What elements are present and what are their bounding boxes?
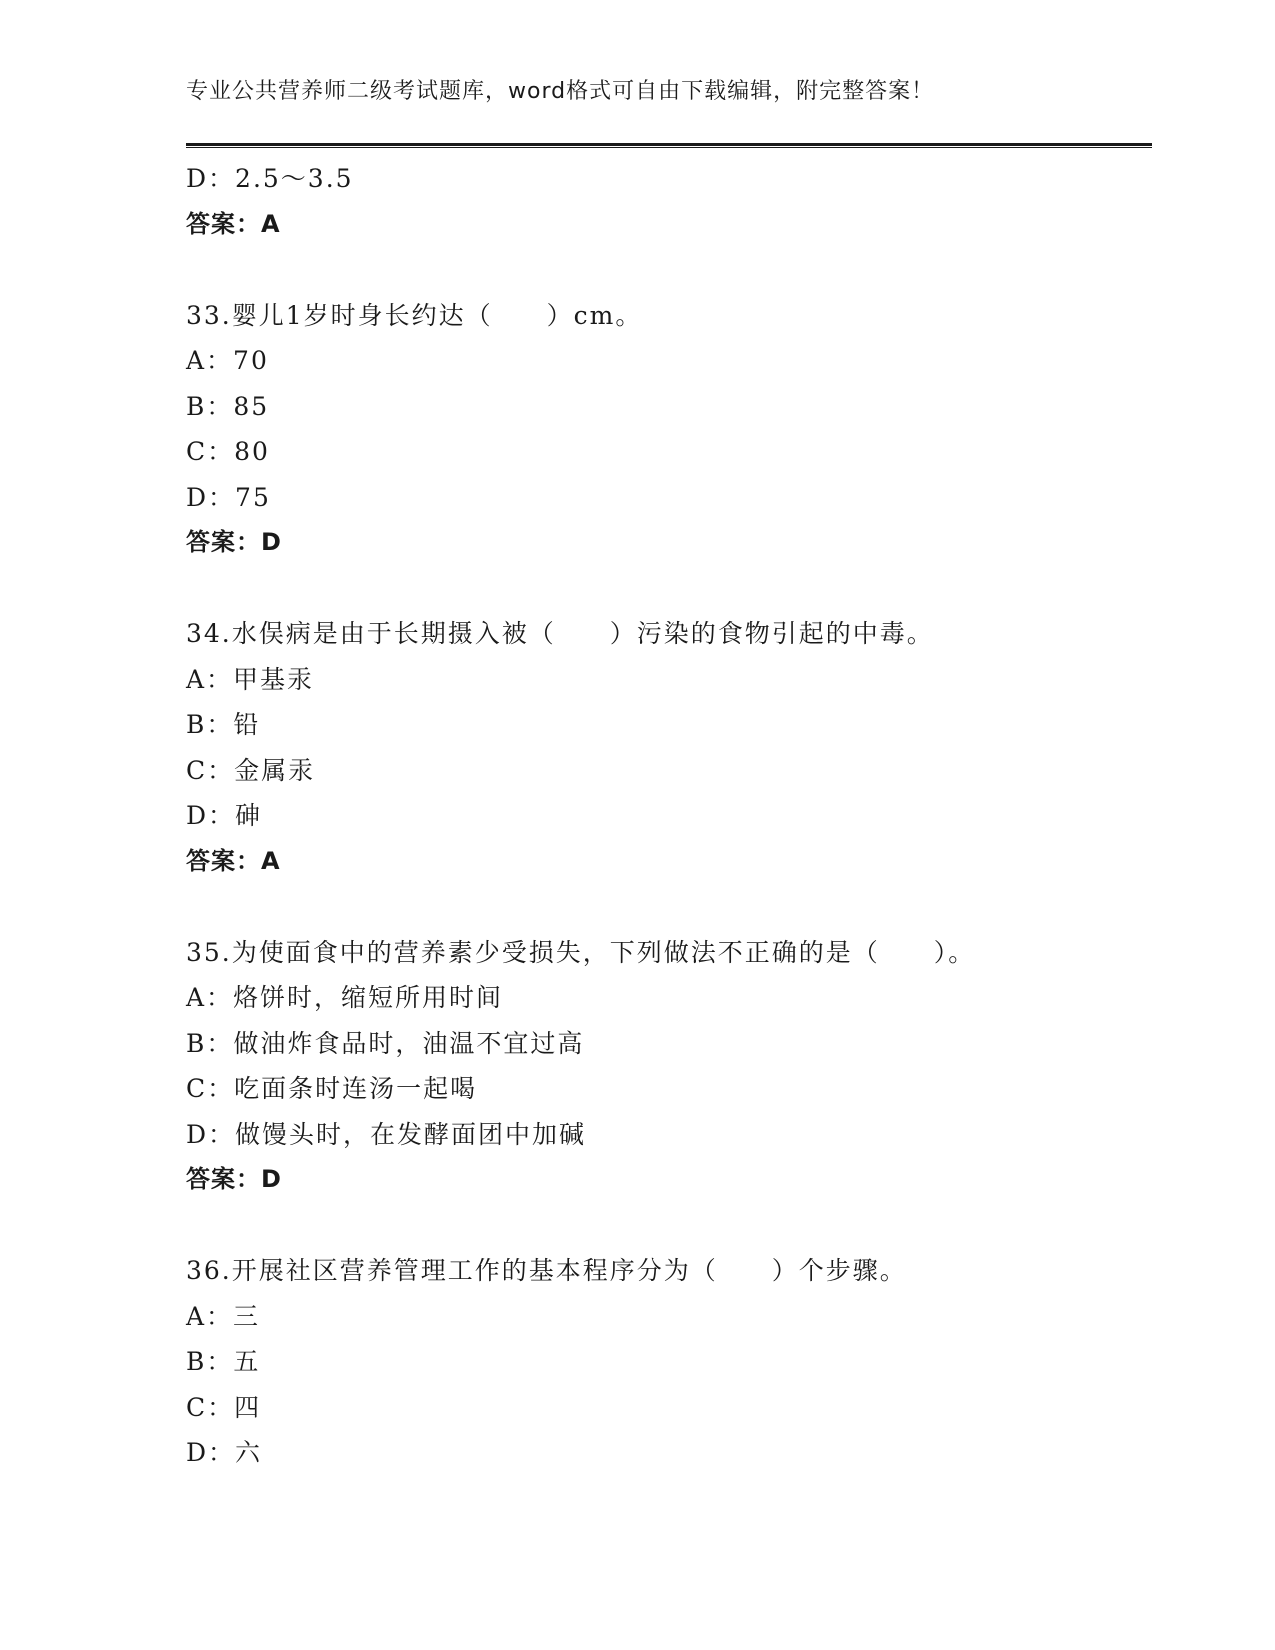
question-stem: 33.婴儿1岁时身长约达（ ）cm。 xyxy=(186,300,643,330)
option-b: B：85 xyxy=(186,391,270,421)
option-c: C：80 xyxy=(186,437,270,466)
answer-line: 答案：D xyxy=(186,1165,282,1193)
option-b: B：五 xyxy=(186,1347,261,1376)
option-d: D：砷 xyxy=(186,801,263,830)
option-b: B：做油炸食品时，油温不宜过高 xyxy=(186,1028,585,1058)
question-stem: 34.水俣病是由于长期摄入被（ ）污染的食物引起的中毒。 xyxy=(186,619,934,648)
option-b: B：铅 xyxy=(186,710,261,739)
answer-line: 答案：A xyxy=(186,209,281,238)
question-block xyxy=(186,611,1152,884)
option-d: D：做馒头时，在发酵面团中加碱 xyxy=(186,1119,587,1149)
question-block xyxy=(186,930,1152,1203)
option-c: C：金属汞 xyxy=(186,755,316,785)
page-header: 专业公共营养师二级考试题库，word格式可自由下载编辑，附完整答案！ xyxy=(186,79,935,104)
question-block xyxy=(186,1248,1152,1476)
answer-line: 答案：D xyxy=(186,528,282,556)
option-d: D：2.5～3.5 xyxy=(186,164,354,193)
option-a: A：烙饼时，缩短所用时间 xyxy=(186,983,504,1012)
question-stem: 36.开展社区营养管理工作的基本程序分为（ ）个步骤。 xyxy=(186,1256,907,1285)
option-d: D：六 xyxy=(186,1438,263,1467)
option-a: A：三 xyxy=(186,1301,261,1331)
option-c: C：吃面条时连汤一起喝 xyxy=(186,1074,478,1103)
spacer xyxy=(186,566,1152,612)
option-c: C：四 xyxy=(186,1392,262,1422)
question-stem: 35.为使面食中的营养素少受损失，下列做法不正确的是（ ）。 xyxy=(186,937,976,967)
option-d: D：75 xyxy=(186,482,271,512)
spacer xyxy=(186,1203,1152,1249)
question-block xyxy=(186,293,1152,566)
option-a: A：70 xyxy=(186,346,269,375)
header-rule xyxy=(186,143,1152,148)
spacer xyxy=(186,247,1152,293)
spacer xyxy=(186,884,1152,930)
option-a: A：甲基汞 xyxy=(186,664,315,694)
answer-line: 答案：A xyxy=(186,846,281,875)
question-list xyxy=(186,156,1152,1476)
